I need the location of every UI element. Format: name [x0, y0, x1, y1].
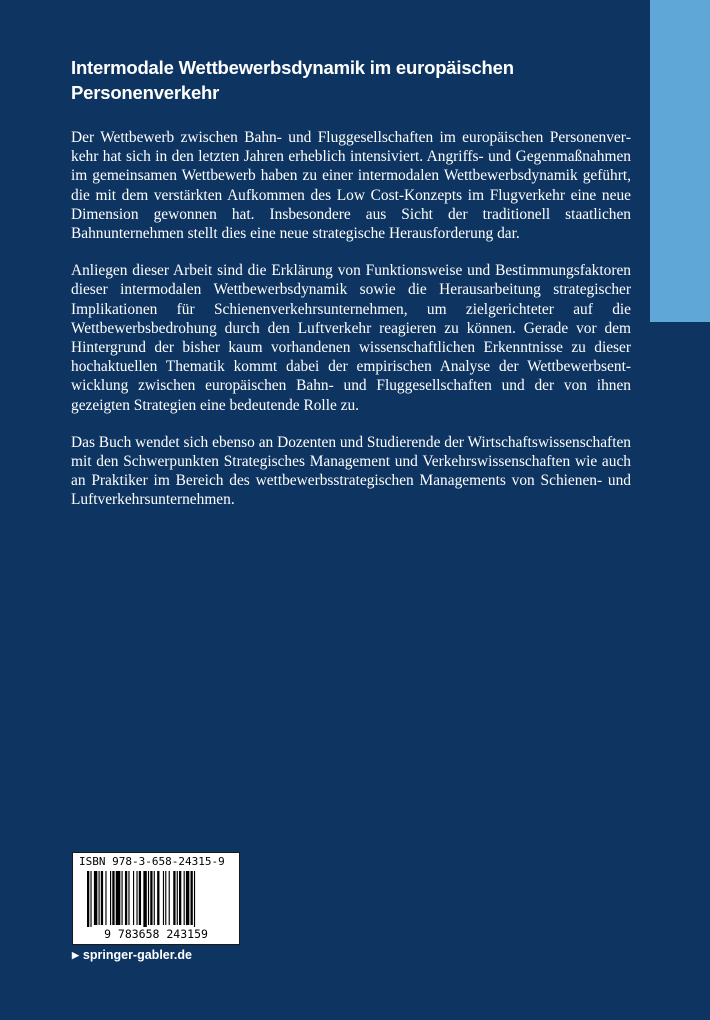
blurb-paragraph-2: Anliegen dieser Arbeit sind die Erklärung von Funktionsweise und Bestimmungsfaktoren dieser intermodalen Wettbewerbsdynamik sowie die Herausarbeitung strategischer Implikationen für Schienenverkehrsunternehmen, um zielgerichteter auf die Wettbewerbsbedrohung durch den Luftverkehr reagieren zu können. Gerade vor dem Hintergrund der bisher kaum vorhandenen wissenschaftlichen Erkenntnisse zu dieser hochaktuellen Thematik kommt dabei der empirischen Analyse der Wettbewerbsentwicklung zwischen europäischen Bahn- und Fluggesellschaften und der von ihnen gezeigten Strategien eine bedeutende Rolle zu.: [71, 262, 631, 414]
barcode-bar: [186, 871, 189, 925]
barcode-bar: [87, 871, 89, 927]
publisher-url: springer-gabler.de: [82, 948, 192, 962]
barcode-bar: [184, 871, 185, 925]
barcode-bar: [169, 871, 170, 925]
barcode-bar: [99, 871, 100, 925]
barcode-bar: [173, 871, 175, 925]
barcode-bar: [191, 871, 193, 925]
barcode-bars: [87, 871, 227, 927]
barcode-bar: [165, 871, 166, 925]
barcode-bar: [128, 871, 129, 925]
barcode-bar: [112, 871, 114, 925]
barcode-bar: [177, 871, 178, 925]
barcode-bar: [154, 871, 155, 925]
isbn-label: ISBN 978-3-658-24315-9: [79, 855, 225, 868]
barcode-bar: [101, 871, 103, 925]
barcode-bar: [143, 871, 146, 927]
barcode-bar: [116, 871, 121, 925]
barcode-bar: [139, 871, 141, 925]
barcode-bar: [163, 871, 164, 925]
barcode-bar: [133, 871, 134, 925]
barcode-bar: [179, 871, 181, 925]
barcode-bar: [157, 871, 159, 925]
barcode-bar: [105, 871, 106, 925]
barcode-bar: [90, 871, 91, 927]
barcode-bar: [94, 871, 97, 925]
accent-bar: [650, 0, 710, 322]
triangle-right-icon: ▶: [72, 950, 79, 960]
barcode-bar: [136, 871, 137, 925]
book-title: Intermodale Wettbewerbsdynamik im europäischen Personenverkehr: [71, 57, 514, 103]
barcode-bar: [125, 871, 127, 925]
blurb-paragraph-3: Das Buch wendet sich ebenso an Dozenten und Studierende der Wirtschaftswissenschaften mit den Schwerpunkten Strategisches Management und Verkehrswissenschaften wie auch an Praktiker im Bereich des wettbewerbsstrategischen Managements von Schienen- und Luftverkehrsunternehmen.: [71, 433, 631, 509]
barcode-bar: [150, 871, 152, 925]
barcode-bar: [148, 871, 149, 925]
back-cover-text: [71, 55, 631, 528]
barcode-bar: [194, 871, 195, 927]
barcode-bar: [122, 871, 123, 925]
publisher-link[interactable]: [72, 948, 192, 962]
blurb-paragraph-1: Der Wettbewerb zwischen Bahn- und Fluggesellschaften im europäischen Personenverkehr hat sich in den letzten Jahren erheblich intensiviert. Angriffs- und Gegenmaßnahmen im gemeinsamen Wettbewerb haben zu einer intermodalen Wettbewerbsdynamik geführt, die mit dem verstärkten Aufkommen des Low Cost-Konzepts im Flugverkehr eine neue Dimension gewonnen hat. Insbesondere aus Sicht der traditionell staatlichen Bahnunternehmen stellt dies eine neue strategische Herausforderung dar.: [71, 129, 631, 243]
isbn-barcode: [72, 852, 240, 945]
barcode-bar: [110, 871, 111, 925]
barcode-digits: 9 783658 243159: [104, 927, 208, 941]
